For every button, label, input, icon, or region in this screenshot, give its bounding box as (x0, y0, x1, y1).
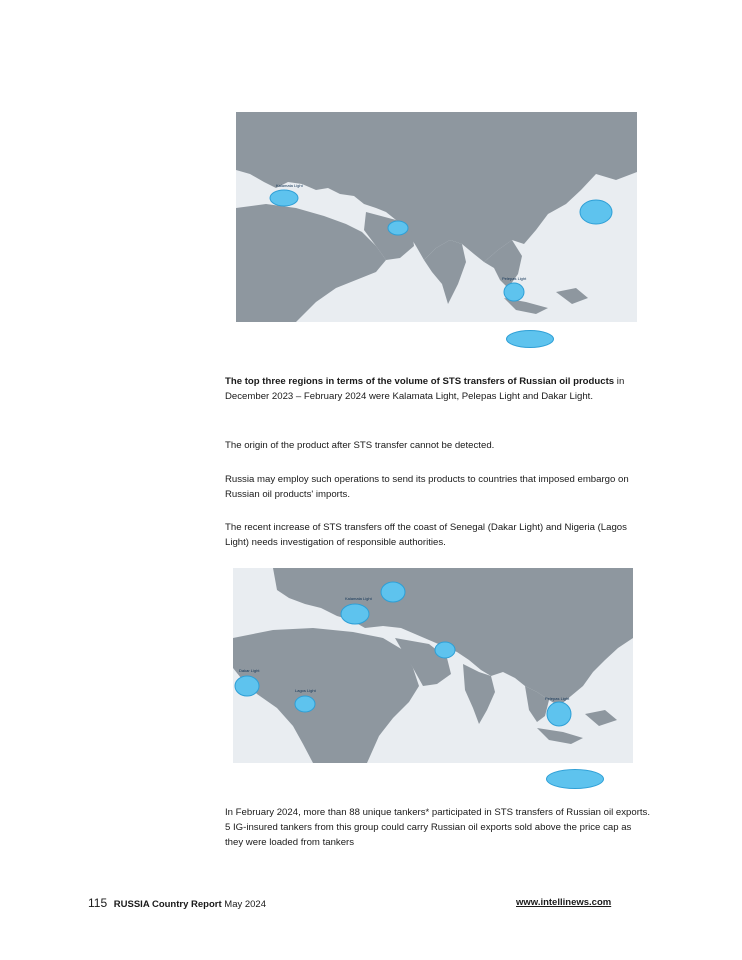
map2-highlight-lagos (295, 696, 315, 712)
report-date: May 2024 (224, 899, 267, 910)
map1-highlight-china (580, 200, 612, 224)
map1-image (236, 112, 637, 322)
map1-highlight-gulf (388, 221, 408, 235)
report-title: RUSSIA Country Report (113, 899, 222, 910)
map1-label-kalamata: Kalamata Light (276, 183, 303, 188)
map2-svg (233, 568, 633, 763)
map2-label-lagos: Lagos Light (295, 688, 316, 693)
map2-highlight-kalamata (341, 604, 369, 624)
map1-highlight-kalamata (270, 190, 298, 206)
map2-highlight-dakar (235, 676, 259, 696)
map2-highlight-blacksea (381, 582, 405, 602)
map1-svg (236, 112, 637, 322)
website-link[interactable]: www.intellinews.com (516, 897, 612, 908)
footer-left (88, 896, 266, 910)
map2-label-dakar: Dakar Light (239, 668, 260, 673)
paragraph-4: The recent increase of STS transfers off the coast of Senegal (Dakar Light) and Nigeria (Lagos Light) needs investigation of responsible authorities. (225, 522, 627, 548)
map2-label-pelepas: Pelepas Light (545, 696, 570, 701)
paragraph-1-rest: in December 2023 – February 2024 were Kalamata Light, Pelepas Light and Dakar Light. (225, 376, 625, 402)
paragraph-1-bold: The top three regions in terms of the volume of STS transfers of Russian oil products (225, 376, 615, 387)
paragraph-1 (225, 374, 650, 404)
map1-legend (506, 330, 554, 348)
map2-label-kalamata: Kalamata Light (345, 596, 372, 601)
map2-image (233, 568, 633, 763)
paragraph-2: The origin of the product after STS transfer cannot be detected. (225, 440, 495, 451)
paragraph-5: In February 2024, more than 88 unique tankers* participated in STS transfers of Russian oil exports. 5 IG-insured tankers from this group could carry Russian oil exports sold above the price cap as they were loaded from tankers (225, 807, 651, 848)
map1-label-pelepas: Pelepas Light (502, 276, 527, 281)
map1-highlight-pelepas (504, 283, 524, 301)
map2-highlight-gulf (435, 642, 455, 658)
paragraph-3: Russia may employ such operations to send its products to countries that imposed embargo on Russian oil products' imports. (225, 474, 629, 500)
page-number: 115 (88, 896, 108, 910)
map2-legend (546, 769, 604, 789)
map2-highlight-pelepas (547, 702, 571, 726)
